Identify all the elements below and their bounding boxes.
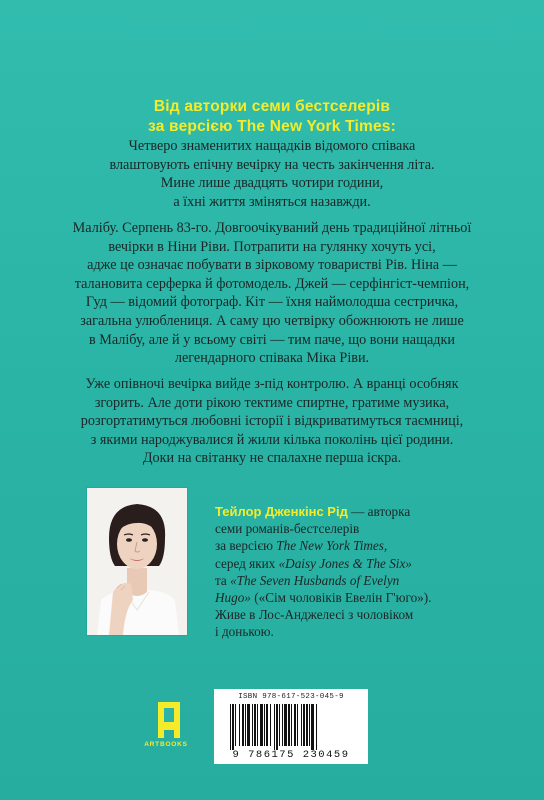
publisher-name: ARTBOOKS	[144, 741, 188, 748]
synopsis-line: Гуд — відомий фотограф. Кіт — їхня наймолодша сестричка,	[85, 294, 459, 311]
barcode-bar	[297, 704, 298, 746]
synopsis-line: з якими народжувалися й жили кілька поколінь цієї родини.	[90, 431, 454, 448]
artbooks-logo-icon	[138, 690, 198, 760]
synopsis-line: в Малібу, але й у всьому світі — тим паче, що вони нащадки	[88, 331, 456, 348]
tagline-line-2: за версією The New York Times:	[148, 118, 396, 135]
barcode-bar	[303, 704, 305, 746]
tagline	[0, 97, 544, 137]
synopsis-line: розгортатимуться любовні історії і відкриватимуться таємниці,	[80, 413, 464, 430]
barcode-bar	[239, 704, 240, 746]
barcode-bar	[282, 704, 283, 746]
barcode-bar	[264, 704, 265, 746]
barcode-bar	[288, 704, 290, 746]
bio-line: і донькою.	[215, 624, 274, 640]
barcode-bar	[311, 704, 314, 750]
barcode-bar	[247, 704, 250, 746]
synopsis-line: Малібу. Серпень 83-го. Довгоочікуваний день традиційної літньої	[72, 220, 472, 236]
synopsis-paragraph-2	[0, 375, 544, 468]
barcode-bar	[266, 704, 268, 746]
bio-text: — авторка	[347, 504, 411, 519]
isbn-text: ISBN 978-617-523-045-9	[238, 693, 344, 701]
barcode	[214, 689, 368, 764]
bio-line	[215, 537, 475, 554]
bio-text: серед яких	[215, 555, 279, 571]
bio-line	[215, 555, 475, 572]
synopsis-paragraph-1	[0, 219, 544, 368]
bio-line: Живе в Лос-Анджелесі з чоловіком	[215, 607, 414, 623]
synopsis-line: загальна улюблениця. А саму цю четвірку обожнюють не лише	[80, 312, 464, 329]
barcode-bar	[294, 704, 296, 746]
synopsis-line: Доки на світанку не спалахне перша іскра.	[142, 450, 402, 467]
bio-italic: «Daisy Jones & The Six»	[278, 555, 412, 571]
synopsis-line: адже це означає побувати в зірковому товаристві Рів. Ніна —	[87, 257, 457, 274]
author-portrait-image	[87, 488, 187, 635]
author-bio	[215, 503, 475, 641]
synopsis-line: згорить. Але доти рікою тектиме спиртне, гратиме музика,	[94, 394, 450, 411]
barcode-bars	[228, 704, 354, 750]
intro-line: влаштовують епічну вечірку на честь закінчення літа.	[109, 156, 435, 173]
barcode-bar	[252, 704, 253, 746]
bio-italic: «The Seven Husbands of Evelyn	[230, 572, 400, 588]
synopsis-line: Уже опівночі вечірка вийде з-під контролю. А вранці особняк	[85, 376, 459, 392]
barcode-bar	[257, 704, 258, 746]
barcode-bar	[306, 704, 308, 746]
bio-line	[215, 589, 475, 606]
synopsis-line: талановита серферка й фотомодель. Джей — серфінгіст-чемпіон,	[74, 275, 470, 292]
author-name: Тейлор Дженкінс Рід	[215, 504, 348, 519]
barcode-bar	[316, 704, 317, 750]
intro-line: Четверо знаменитих нащадків відомого співака	[128, 138, 416, 154]
barcode-bar	[232, 704, 234, 750]
barcode-bar	[291, 704, 292, 746]
barcode-bar	[284, 704, 287, 746]
synopsis-line: легендарного співака Міка Ріви.	[174, 350, 370, 367]
tagline-line-1: Від авторки семи бестселерів	[153, 98, 391, 115]
intro-paragraph	[0, 137, 544, 211]
bio-text: («Сім чоловіків Евелін Г'юго»).	[250, 590, 432, 606]
barcode-bar	[245, 704, 246, 746]
intro-line: Мине лише двадцять чотири години,	[160, 175, 384, 192]
bio-line	[215, 572, 475, 589]
bio-line	[215, 503, 475, 520]
bio-text: за версією	[215, 538, 277, 554]
bio-italic: The New York Times,	[276, 538, 388, 554]
author-photo	[87, 488, 187, 635]
barcode-bar	[235, 704, 236, 746]
bio-text: та	[215, 572, 231, 588]
bio-italic: Hugo»	[215, 590, 251, 606]
barcode-bar	[260, 704, 263, 746]
barcode-bar	[301, 704, 302, 746]
ean-number: 9 786175 230459	[232, 749, 350, 761]
barcode-bar	[276, 704, 278, 750]
barcode-bar	[242, 704, 244, 746]
synopsis-line: вечірки в Ніни Ріви. Потрапити на гулянку хочуть усі,	[108, 238, 436, 255]
barcode-bar	[230, 704, 231, 750]
intro-line: а їхні життя зміняться назавжди.	[173, 193, 371, 210]
bio-line: семи романів-бестселерів	[215, 521, 360, 537]
barcode-bar	[279, 704, 280, 746]
barcode-bar	[254, 704, 256, 746]
barcode-bar	[274, 704, 275, 750]
barcode-bar	[309, 704, 310, 746]
barcode-bar	[270, 704, 271, 746]
